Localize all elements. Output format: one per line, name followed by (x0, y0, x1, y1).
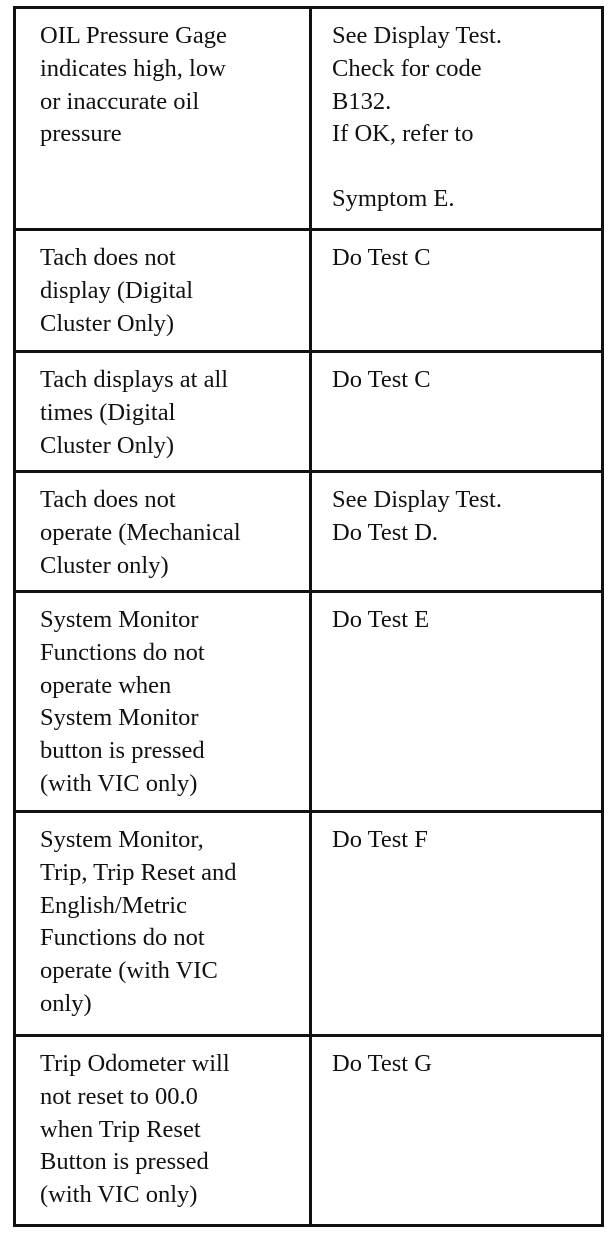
action-line: Do Test F (332, 826, 428, 853)
symptom-line: operate (with VIC (40, 957, 218, 985)
table-row (15, 812, 603, 1036)
symptom-line: display (Digital (40, 276, 194, 304)
action-cell (311, 592, 603, 812)
symptom-line: System Monitor, (40, 826, 204, 853)
symptom-line: Cluster only) (40, 551, 169, 579)
action-line: Symptom E. (332, 185, 455, 213)
symptom-line: English/Metric (40, 891, 187, 919)
action-line: Do Test D. (332, 518, 439, 546)
symptom-line: System Monitor (40, 704, 199, 732)
action-cell (311, 472, 603, 592)
symptom-line: or inaccurate oil (40, 87, 200, 115)
symptom-line: OIL Pressure Gage (40, 22, 227, 49)
symptom-line: operate when (40, 671, 172, 699)
symptom-cell (15, 592, 311, 812)
symptom-cell (15, 230, 311, 352)
symptom-cell (15, 472, 311, 592)
action-line: Do Test G (332, 1050, 432, 1077)
action-line: Do Test C (332, 366, 431, 393)
symptom-line: only) (40, 989, 92, 1017)
action-line: See Display Test. (332, 486, 502, 513)
table-row (15, 352, 603, 472)
symptom-line: operate (Mechanical (40, 518, 241, 546)
symptom-line: Tach does not (40, 486, 176, 513)
symptom-line: (with VIC only) (40, 769, 198, 797)
action-cell (311, 812, 603, 1036)
symptom-line: Functions do not (40, 924, 205, 952)
table-row (15, 1036, 603, 1226)
table-row (15, 8, 603, 230)
symptom-cell (15, 1036, 311, 1226)
symptom-line: Tach does not (40, 244, 176, 271)
action-cell (311, 1036, 603, 1226)
symptom-line: pressure (40, 120, 122, 148)
diagnostic-table (13, 6, 604, 1227)
table-row (15, 230, 603, 352)
action-line: Check for code (332, 54, 482, 82)
symptom-line: button is pressed (40, 737, 205, 765)
table-row (15, 592, 603, 812)
symptom-line: Trip, Trip Reset and (40, 858, 237, 886)
action-line: B132. (332, 87, 392, 115)
symptom-line: Cluster Only) (40, 431, 175, 459)
symptom-cell (15, 8, 311, 230)
action-cell (311, 352, 603, 472)
symptom-line: Button is pressed (40, 1148, 209, 1176)
symptom-line: System Monitor (40, 606, 199, 633)
symptom-line: not reset to 00.0 (40, 1082, 198, 1110)
symptom-cell (15, 352, 311, 472)
symptom-line: Trip Odometer will (40, 1050, 230, 1077)
action-line-spacer (332, 151, 595, 183)
action-line: Do Test C (332, 244, 431, 271)
action-line: See Display Test. (332, 22, 502, 49)
action-cell (311, 230, 603, 352)
symptom-line: Functions do not (40, 638, 205, 666)
symptom-cell (15, 812, 311, 1036)
table-row (15, 472, 603, 592)
action-line: Do Test E (332, 606, 430, 633)
symptom-line: Cluster Only) (40, 309, 175, 337)
action-cell (311, 8, 603, 230)
symptom-line: indicates high, low (40, 54, 226, 82)
symptom-line: when Trip Reset (40, 1115, 201, 1143)
symptom-line: (with VIC only) (40, 1181, 198, 1209)
symptom-line: Tach displays at all (40, 366, 229, 393)
action-line: If OK, refer to (332, 120, 474, 148)
symptom-line: times (Digital (40, 398, 176, 426)
